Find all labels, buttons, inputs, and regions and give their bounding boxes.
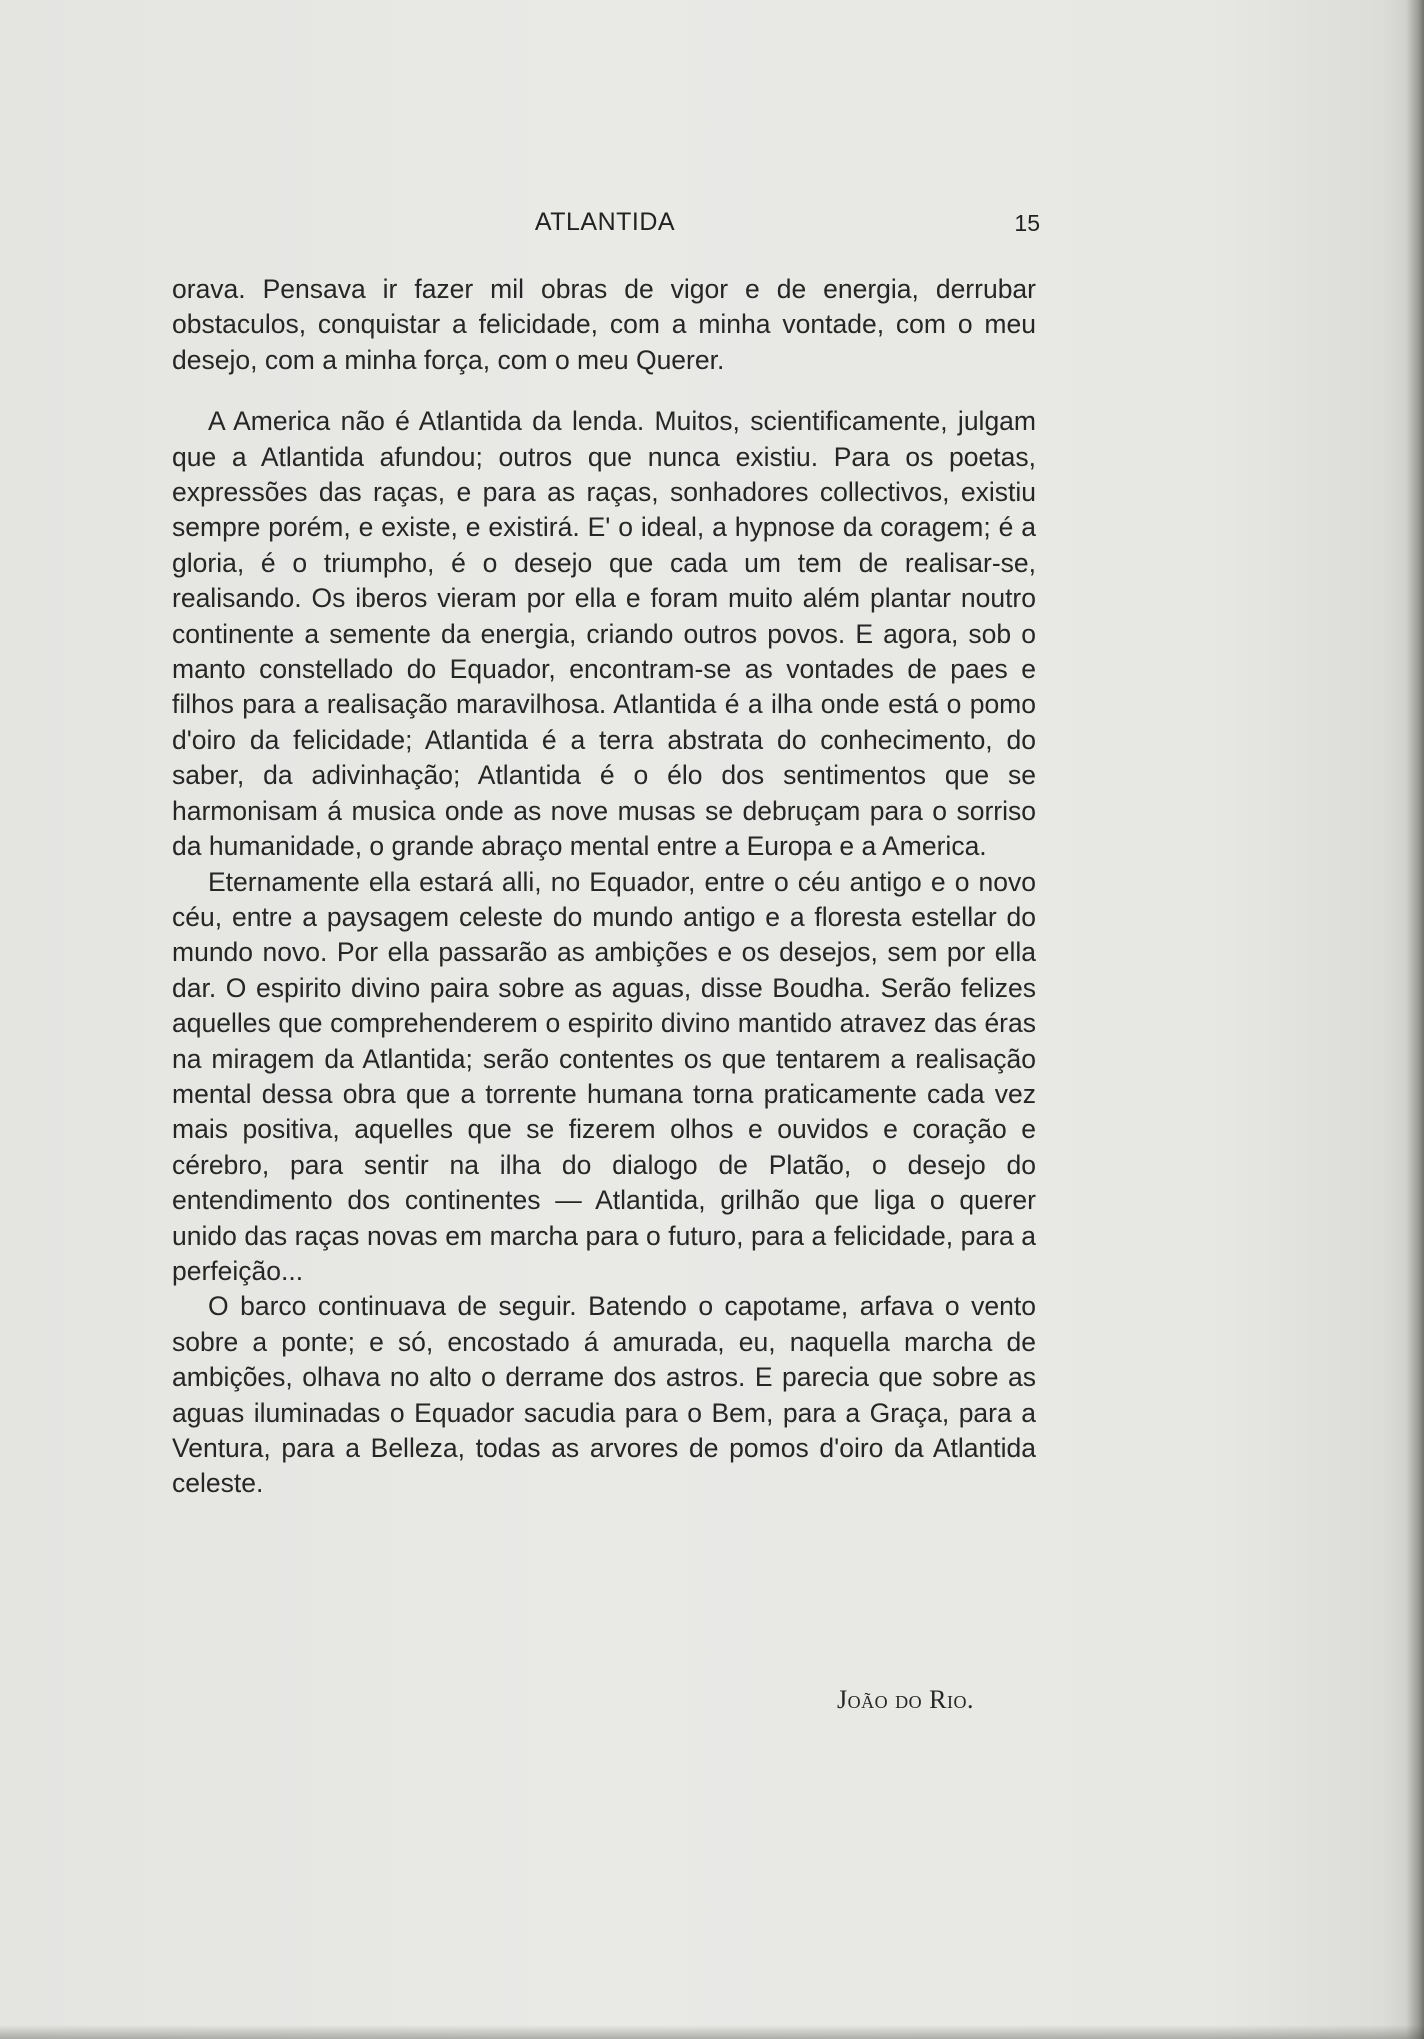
paragraph-4: O barco continuava de seguir. Batendo o capotame, arfava o vento sobre a ponte; e só, encostado á amurada, eu, naquella marcha de ambições, olhava no alto o derrame dos astros. E parecia que sobre as aguas iluminadas o Equador sacudia para o Bem, para a Graça, para a Ventura, para a Belleza, todas as arvores de pomos d'oiro da Atlantida celeste. [172, 1291, 1036, 1499]
paragraph-1: orava. Pensava ir fazer mil obras de vigor e de energia, derrubar obstaculos, conquistar a felicidade, com a minha vontade, com o meu desejo, com a minha força, com o meu Querer. [172, 274, 1036, 375]
page-bottom-shadow [0, 2025, 1424, 2039]
body-text [172, 272, 1036, 1502]
page-header [170, 202, 1040, 242]
author-signature: João do Rio. [837, 1685, 974, 1714]
page-edge-shadow [1406, 0, 1424, 2039]
paragraph-2: A America não é Atlantida da lenda. Muitos, scientificamente, julgam que a Atlantida afundou; outros que nunca existiu. Para os poetas, expressões das raças, e para as raças, sonhadores collectivos, existiu sempre porém, e existe, e existirá. E' o ideal, a hypnose da coragem; é a gloria, é o triumpho, é o desejo que cada um tem de realisar-se, realisando. Os iberos vieram por ella e foram muito além plantar noutro continente a semente da energia, criando outros povos. E agora, sob o manto constellado do Equador, encontram-se as vontades de paes e filhos para a realisação maravilhosa. Atlantida é a ilha onde está o pomo d'oiro da felicidade; Atlantida é a terra abstrata do conhecimento, do saber, da adivinhação; Atlantida é o élo dos sentimentos que se harmonisam á musica onde as nove musas se debruçam para o sorriso da humanidade, o grande abraço mental entre a Europa e a America. [172, 406, 1036, 862]
running-title: ATLANTIDA [534, 208, 676, 236]
paragraph-3: Eternamente ella estará alli, no Equador, entre o céu antigo e o novo céu, entre a paysagem celeste do mundo antigo e a floresta estellar do mundo novo. Por ella passarão as ambições e os desejos, sem por ella dar. O espirito divino paira sobre as aguas, disse Boudha. Serão felizes aquelles que comprehenderem o espirito divino mantido atravez das éras na miragem da Atlantida; serão contentes os que tentarem a realisação mental dessa obra que a torrente humana torna praticamente cada vez mais positiva, aquelles que se fizerem olhos e ouvidos e coração e cérebro, para sentir na ilha do dialogo de Platão, o desejo do entendimento dos continentes — Atlantida, grilhão que liga o querer unido das raças novas em marcha para o futuro, para a felicidade, para a perfeição... [172, 866, 1036, 1286]
page-number: 15 [1014, 210, 1040, 236]
